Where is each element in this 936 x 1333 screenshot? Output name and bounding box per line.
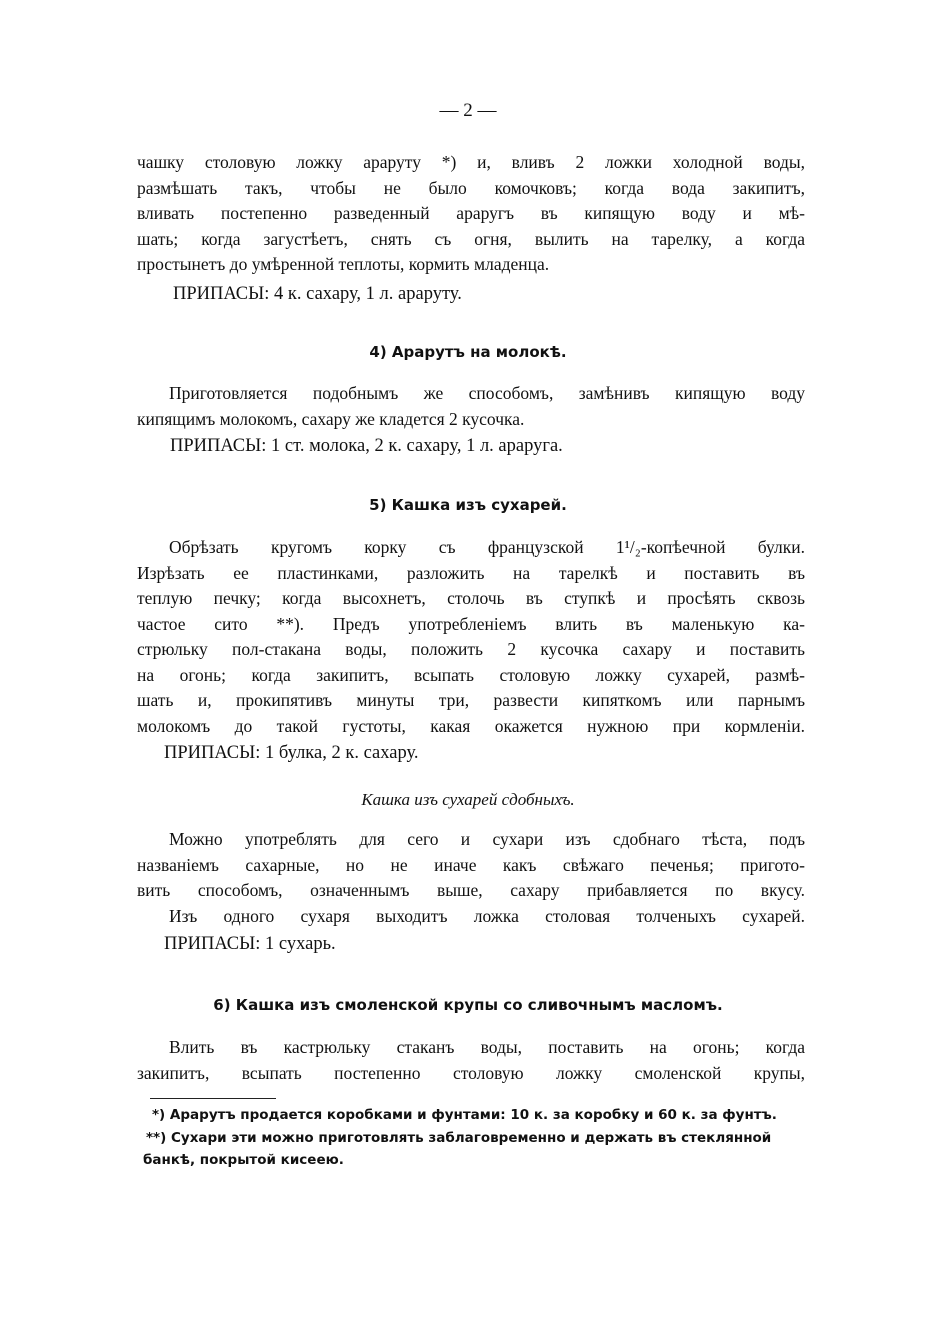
section6-text	[137, 1035, 805, 1086]
text-line: стрюльку пол-стакана воды, положить 2 кусочка сахару и поставить	[137, 639, 805, 659]
section5-text	[137, 535, 805, 739]
text-line: чашку столовую ложку араруту *) и, вливъ 2 ложки холодной воды,	[137, 152, 805, 172]
text-line: Приготовляется подобнымъ же способомъ, замѣнивъ кипящую воду	[169, 383, 805, 403]
text-line: Изъ одного сухаря выходитъ ложка столовая толченыхъ сухарей.	[169, 905, 805, 926]
supplies-line: ПРИПАСЫ: 4 к. сахару, 1 л. араруту.	[173, 284, 462, 304]
section3-text	[137, 150, 805, 278]
subsection-text	[137, 827, 805, 929]
text-line: шать; когда загустѣетъ, снять съ огня, вылить на тарелку, а когда	[137, 228, 805, 249]
text-line: простынетъ до умѣренной теплоты, кормить младенца.	[137, 254, 550, 274]
section4-text	[137, 381, 805, 432]
text-line: Обрѣзать кругомъ корку съ французской 1¹/₂-копѣечной булки.	[169, 537, 805, 557]
text-line: частое сито **). Предъ употребленіемъ влить въ маленькую ка-	[137, 613, 805, 634]
text-line: вливать постепенно разведенный араругъ въ кипящую воду и мѣ-	[137, 203, 805, 223]
text-line: Изрѣзать ее пластинками, разложить на тарелкѣ и поставить въ	[137, 562, 805, 583]
supplies-line: ПРИПАСЫ: 1 ст. молока, 2 к. сахару, 1 л. араруга.	[170, 436, 563, 456]
section-heading: 6) Кашка изъ смоленской крупы со сливочнымъ масломъ.	[213, 996, 723, 1014]
page-number: — 2 —	[439, 100, 497, 121]
supplies-line: ПРИПАСЫ: 1 булка, 2 к. сахару.	[164, 743, 419, 763]
text-line: кипящимъ молокомъ, сахару же кладется 2 кусочка.	[137, 408, 525, 429]
supplies-line: ПРИПАСЫ: 1 сухарь.	[164, 934, 336, 954]
section-heading: 5) Кашка изъ сухарей.	[369, 496, 567, 514]
footnote: **) Сухари эти можно приготовлять заблаговременно и держать въ стеклянной	[146, 1130, 772, 1146]
text-line: размѣшать такъ, чтобы не было комочковъ; когда вода закипитъ,	[137, 177, 805, 198]
footnote-divider	[150, 1098, 276, 1099]
subsection-heading: Кашка изъ сухарей сдобныхъ.	[361, 790, 575, 809]
section-heading: 4) Арарутъ на молокѣ.	[369, 343, 567, 361]
text-line: вить способомъ, означеннымъ выше, сахару прибавляется по вкусу.	[137, 880, 805, 900]
text-line: на огонь; когда закипитъ, всыпать столовую ложку сухарей, размѣ-	[137, 664, 805, 685]
footnote: банкѣ, покрытой кисеею.	[143, 1152, 344, 1168]
text-line: теплую печку; когда высохнетъ, столочь въ ступкѣ и просѣять сквозь	[137, 588, 805, 608]
text-line: Влить въ кастрюльку стаканъ воды, поставить на огонь; когда	[169, 1037, 805, 1057]
text-line: молокомъ до такой густоты, какая окажется нужною при кормленіи.	[137, 715, 805, 736]
text-line: шать и, прокипятивъ минуты три, развести кипяткомъ или парнымъ	[137, 690, 805, 710]
text-line: названіемъ сахарные, но не иначе какъ свѣжаго печенья; пригото-	[137, 854, 805, 875]
footnote: *) Арарутъ продается коробками и фунтами: 10 к. за коробку и 60 к. за фунтъ.	[152, 1107, 777, 1123]
text-line: закипитъ, всыпать постепенно столовую ложку смоленской крупы,	[137, 1062, 805, 1083]
text-line: Можно употреблять для сего и сухари изъ сдобнаго тѣста, подъ	[169, 829, 805, 849]
